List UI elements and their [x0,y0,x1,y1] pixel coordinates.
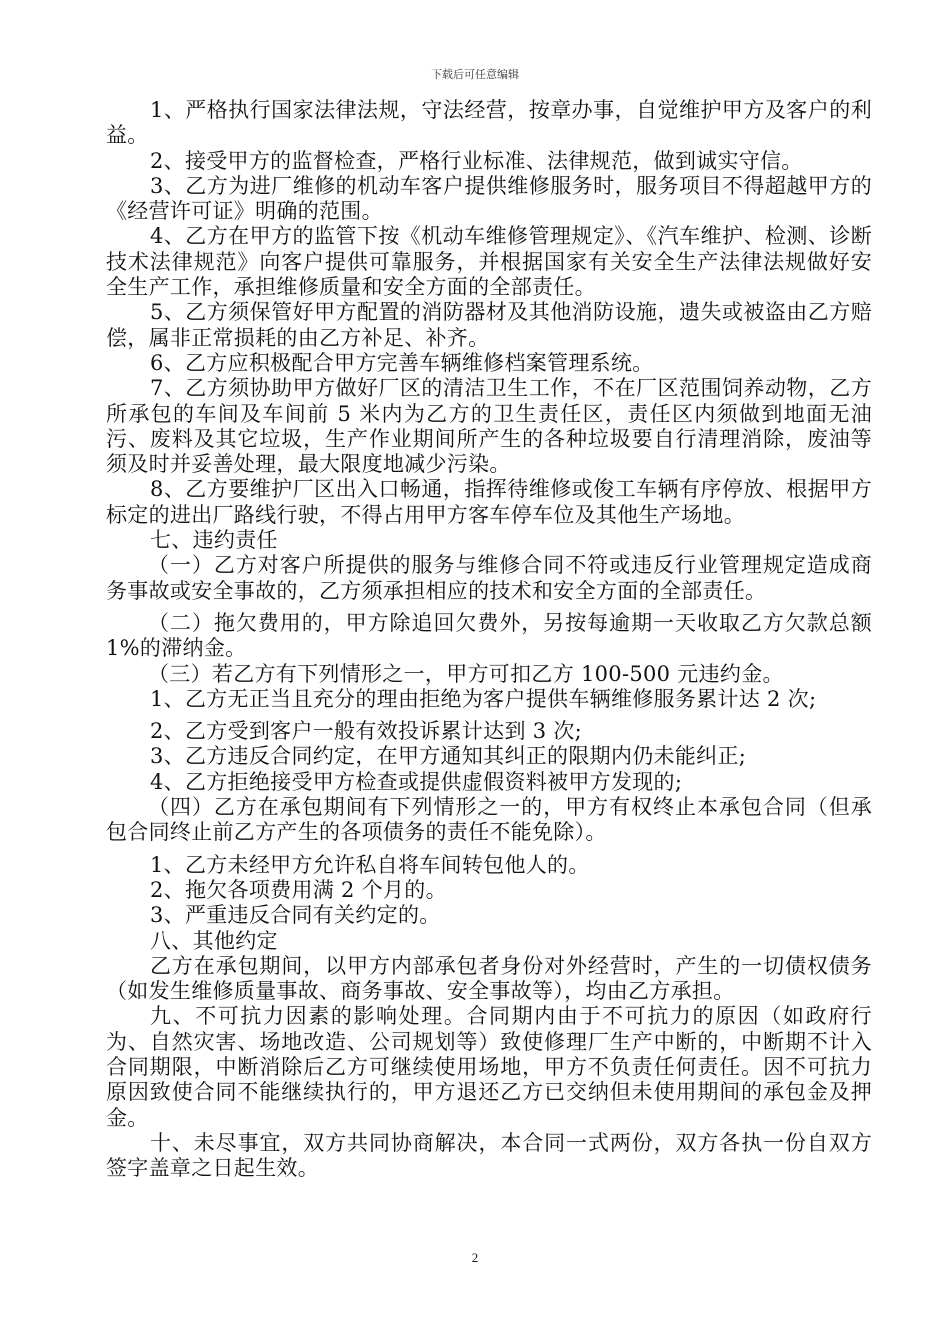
clause-6: 6、乙方应积极配合甲方完善车辆维修档案管理系统。 [150,350,654,375]
final-clause: 十、未尽事宜，双方共同协商解决，本合同一式两份，双方各执一份自双方签字盖章之日起生效。 [106,1130,872,1181]
contract-body [106,98,872,1181]
page-number: 2 [471,1250,479,1265]
breach-item-2: （二）拖欠费用的，甲方除追回欠费外，另按每逾期一天收取乙方欠款总额 1%的滞纳金。 [106,610,872,661]
other-agreement: 乙方在承包期间，以甲方内部承包者身份对外经营时，产生的一切债权债务（如发生维修质量事故、商务事故、安全事故等），均由乙方承担。 [106,953,872,1004]
clause-7: 7、乙方须协助甲方做好厂区的清洁卫生工作，不在厂区范围饲养动物，乙方所承包的车间及车间前 5 米内为乙方的卫生责任区，责任区内须做到地面无油污、废料及其它垃圾，生产作业期间所产生的各种垃圾要自行清理消除，废油等须及时并妥善处理，最大限度地减少污染。 [106,376,872,477]
breach-item-1: （一）乙方对客户所提供的服务与维修合同不符或违反行业管理规定造成商务事故或安全事故的，乙方须承担相应的技术和安全方面的全部责任。 [106,553,872,603]
force-majeure-clause: 九、不可抗力因素的影响处理。合同期内由于不可抗力的原因（如政府行为、自然灾害、场地改造、公司规划等）致使修理厂生产中断的，中断期不计入合同期限，中断消除后乙方可继续使用场地，甲方不负责任何责任。因不可抗力原因致使合同不能继续执行的，甲方退还乙方已交纳但未使用期间的承包金及押金。 [106,1004,872,1130]
breach-item-3: （三）若乙方有下列情形之一，甲方可扣乙方 100-500 元违约金。 [148,661,784,686]
clause-8: 8、乙方要维护厂区出入口畅通，指挥待维修或俊工车辆有序停放、根据甲方标定的进出厂路线行驶，不得占用甲方客车停车位及其他生产场地。 [106,477,872,527]
clause-4: 4、乙方在甲方的监管下按《机动车维修管理规定》、《汽车维护、检测、诊断技术法律规范》向客户提供可靠服务，并根据国家有关安全生产法律法规做好安全生产工作，承担维修质量和安全方面的全部责任。 [106,224,872,300]
clause-2: 2、接受甲方的监督检查，严格行业标准、法律规范，做到诚实守信。 [150,148,803,173]
section-heading-other: 八、其他约定 [150,928,278,953]
termination-item-2: 2、拖欠各项费用满 2 个月的。 [150,877,447,902]
penalty-item-2: 2、乙方受到客户一般有效投诉累计达到 3 次; [150,719,583,744]
clause-1: 1、严格执行国家法律法规，守法经营，按章办事，自觉维护甲方及客户的利益。 [106,98,872,148]
termination-item-1: 1、乙方未经甲方允许私自将车间转包他人的。 [150,852,590,877]
penalty-item-1: 1、乙方无正当且充分的理由拒绝为客户提供车辆维修服务累计达 2 次; [150,686,817,711]
breach-item-4: （四）乙方在承包期间有下列情形之一的，甲方有权终止本承包合同（但承包合同终止前乙方产生的各项债务的责任不能免除）。 [106,795,872,845]
section-heading-breach: 七、违约责任 [150,528,278,553]
penalty-item-3: 3、乙方违反合同约定，在甲方通知其纠正的限期内仍未能纠正; [150,744,747,769]
clause-3: 3、乙方为进厂维修的机动车客户提供维修服务时，服务项目不得超越甲方的《经营许可证》明确的范围。 [106,173,872,224]
termination-item-3: 3、严重违反合同有关约定的。 [150,903,441,928]
penalty-item-4: 4、乙方拒绝接受甲方检查或提供虚假资料被甲方发现的; [150,769,683,794]
download-note: 下载后可任意编辑 [431,68,519,81]
clause-5: 5、乙方须保管好甲方配置的消防器材及其他消防设施，遗失或被盗由乙方赔偿，属非正常损耗的由乙方补足、补齐。 [106,300,872,350]
